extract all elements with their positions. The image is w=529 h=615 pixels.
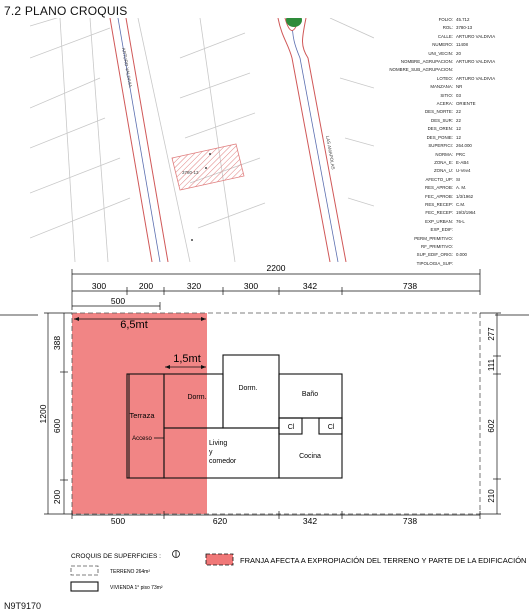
field-value: ORIENTE <box>456 101 476 107</box>
field-key: AFECTO_UP: <box>425 176 453 182</box>
field-value: 19/3/1964 <box>456 210 476 216</box>
right-dimension-lines <box>480 313 501 514</box>
street-las-amapolas <box>278 18 346 262</box>
dim-bottom-2: 342 <box>302 516 318 526</box>
legend-franja-swatch <box>206 554 233 565</box>
legend-franja: FRANJA AFECTA A EXPROPIACIÓN DEL TERRENO Y PARTE DE LA EDIFICACIÓN <box>240 556 527 565</box>
field-key: FEC_APROB: <box>425 193 453 199</box>
field-value: U-Vev4 <box>456 168 471 174</box>
legend-terreno-swatch <box>71 566 98 575</box>
field-row <box>376 66 526 74</box>
legend-vivienda-swatch <box>71 582 98 591</box>
field-row <box>376 159 526 167</box>
highlighted-lot <box>172 144 244 190</box>
property-data-table <box>376 16 526 268</box>
lot-label: 3780-13 <box>182 170 199 175</box>
field-value: A. M. <box>456 185 467 191</box>
field-row <box>376 142 526 150</box>
room-closet-1: Cl <box>287 424 295 431</box>
dim-bottom-3: 738 <box>402 516 418 526</box>
field-row <box>376 243 526 251</box>
field-row <box>376 33 526 41</box>
field-key: MANZANA: <box>430 84 453 90</box>
field-value: 22 <box>456 117 461 123</box>
field-value: 12 <box>456 126 461 132</box>
dim-top-0: 300 <box>91 281 107 291</box>
field-key: ZONA_E: <box>434 159 453 165</box>
field-value: 20 <box>456 50 461 56</box>
field-key: RES_RECEP: <box>425 201 453 207</box>
field-row <box>376 193 526 201</box>
north-icon <box>173 551 180 558</box>
room-living-2: y <box>209 449 213 456</box>
field-row <box>376 117 526 125</box>
footer-code: N9T9170 <box>4 601 42 611</box>
field-key: CALLE: <box>437 33 453 39</box>
field-key: DES_PONIE: <box>426 134 453 140</box>
dim-right-2: 602 <box>487 419 496 433</box>
field-row <box>376 16 526 24</box>
field-row <box>376 125 526 133</box>
field-row <box>376 235 526 243</box>
field-row <box>376 176 526 184</box>
room-dorm-2: Dorm. <box>238 385 258 392</box>
field-value: 264.000 <box>456 143 472 149</box>
field-key: SITIO: <box>440 92 453 98</box>
setback-dimension: 1,5mt <box>173 353 201 365</box>
field-value: 76-L <box>456 218 465 224</box>
dim-top-5: 738 <box>402 281 418 291</box>
field-row <box>376 134 526 142</box>
field-value: 12 <box>456 134 461 140</box>
field-value <box>456 243 526 251</box>
field-row <box>376 92 526 100</box>
field-key: NOMBRE_AGRUPACION: <box>400 59 453 65</box>
field-key: NOMBRE_SUB_AGRUPACION: <box>389 67 453 73</box>
field-row <box>376 108 526 116</box>
field-value: 3780-13 <box>456 25 473 31</box>
field-value: 03 <box>456 92 461 98</box>
field-row <box>376 167 526 175</box>
field-row <box>376 251 526 259</box>
field-key: EXP_EDIF: <box>430 227 453 233</box>
legend-title: CROQUIS DE SUPERFICIES : <box>71 553 161 560</box>
dim-bottom-0: 500 <box>110 516 126 526</box>
street-label-left: ARTURO VALDIVIA <box>121 47 133 88</box>
dim-left-2: 200 <box>52 489 62 505</box>
field-key: LOTEO: <box>436 75 453 81</box>
dim-left-total: 1200 <box>38 404 48 424</box>
field-row <box>376 100 526 108</box>
field-key: EXP_URBAN: <box>425 218 453 224</box>
field-row <box>376 201 526 209</box>
legend-vivienda: VIVIENDA 1° piso 73m² <box>110 585 163 591</box>
room-terraza: Terraza <box>129 411 155 420</box>
dim-bottom-1: 620 <box>212 516 228 526</box>
field-key: SUPERFICI: <box>428 143 453 149</box>
field-row <box>376 58 526 66</box>
expropriation-width: 6,5mt <box>120 319 148 331</box>
field-key: RF_PRIMITIVO: <box>421 243 453 249</box>
dim-sub-500: 500 <box>110 296 126 306</box>
field-key: UNI_VECIN: <box>428 50 453 56</box>
field-row <box>376 50 526 58</box>
field-value: E-AB4 <box>456 159 469 165</box>
field-row <box>376 151 526 159</box>
field-value: 22 <box>456 109 461 115</box>
field-value: 1/3/1962 <box>456 193 474 199</box>
field-value: NR <box>456 84 463 90</box>
dim-left-1: 600 <box>52 418 62 434</box>
field-row <box>376 41 526 49</box>
field-row <box>376 184 526 192</box>
room-closet-2: Cl <box>327 424 335 431</box>
field-value: C.M. <box>456 201 466 207</box>
field-value: ARTURO VALDIVIA <box>456 75 496 81</box>
field-value: 45.712 <box>456 17 470 22</box>
field-key: ROL: <box>442 25 453 31</box>
dim-right-1: 111 <box>487 358 496 372</box>
field-row <box>376 24 526 32</box>
field-row <box>376 209 526 217</box>
field-key: SUP_EDIF_ORIG: <box>416 252 453 258</box>
dim-right-0: 277 <box>487 327 496 341</box>
dim-left-0: 388 <box>52 335 62 351</box>
field-key: PERM_PRIMITIVO: <box>414 235 453 241</box>
dim-right-3: 210 <box>487 489 496 503</box>
room-living-1: Living <box>209 440 228 447</box>
field-value: 11408 <box>456 42 468 48</box>
room-bano: Baño <box>301 391 319 398</box>
field-value: ARTURO VALDIVIA <box>456 33 496 39</box>
field-value: PRC <box>456 151 466 157</box>
dim-top-4: 342 <box>302 281 318 291</box>
field-key: DES_OREN: <box>427 126 453 132</box>
field-value: 0.000 <box>456 252 467 258</box>
field-key: FEC_RECEP: <box>425 210 453 216</box>
field-row <box>376 226 526 234</box>
street-label-right: LAS AMAPOLAS <box>325 135 336 170</box>
field-value <box>456 66 526 74</box>
location-map <box>30 18 374 262</box>
room-acceso: Acceso <box>132 436 152 442</box>
field-key: DES_NORTE: <box>425 109 453 115</box>
field-key: NUMERO: <box>432 42 453 48</box>
top-dimension-lines <box>72 269 480 310</box>
field-key: ZONA_U: <box>433 168 453 174</box>
dim-top-2: 320 <box>186 281 202 291</box>
field-value <box>456 235 526 243</box>
field-value: ARTURO VALDIVIA <box>456 59 496 65</box>
room-living-3: comedor <box>209 458 237 465</box>
field-row <box>376 218 526 226</box>
field-key: TIPOLOGIA_SUP: <box>416 260 453 266</box>
field-row <box>376 83 526 91</box>
field-key: NORMA: <box>435 151 453 157</box>
dim-top-1: 200 <box>138 281 154 291</box>
room-cocina: Cocina <box>299 453 321 460</box>
field-key: ACERA: <box>436 101 453 107</box>
map-drawing <box>30 18 374 262</box>
legend-terreno: TERRENO 264m² <box>110 569 151 575</box>
dim-total-width: 2200 <box>266 263 286 273</box>
field-key: FOLIO: <box>438 17 453 22</box>
dim-top-3: 300 <box>243 281 259 291</box>
field-row <box>376 75 526 83</box>
field-key: RES_APROB: <box>424 185 453 191</box>
field-value <box>456 226 526 234</box>
floor-plan <box>0 262 529 610</box>
room-dorm-1: Dorm. <box>187 394 207 401</box>
page-title: 7.2 PLANO CROQUIS <box>4 4 128 18</box>
field-value: SI <box>456 176 461 182</box>
field-key: DES_SUR: <box>431 117 453 123</box>
